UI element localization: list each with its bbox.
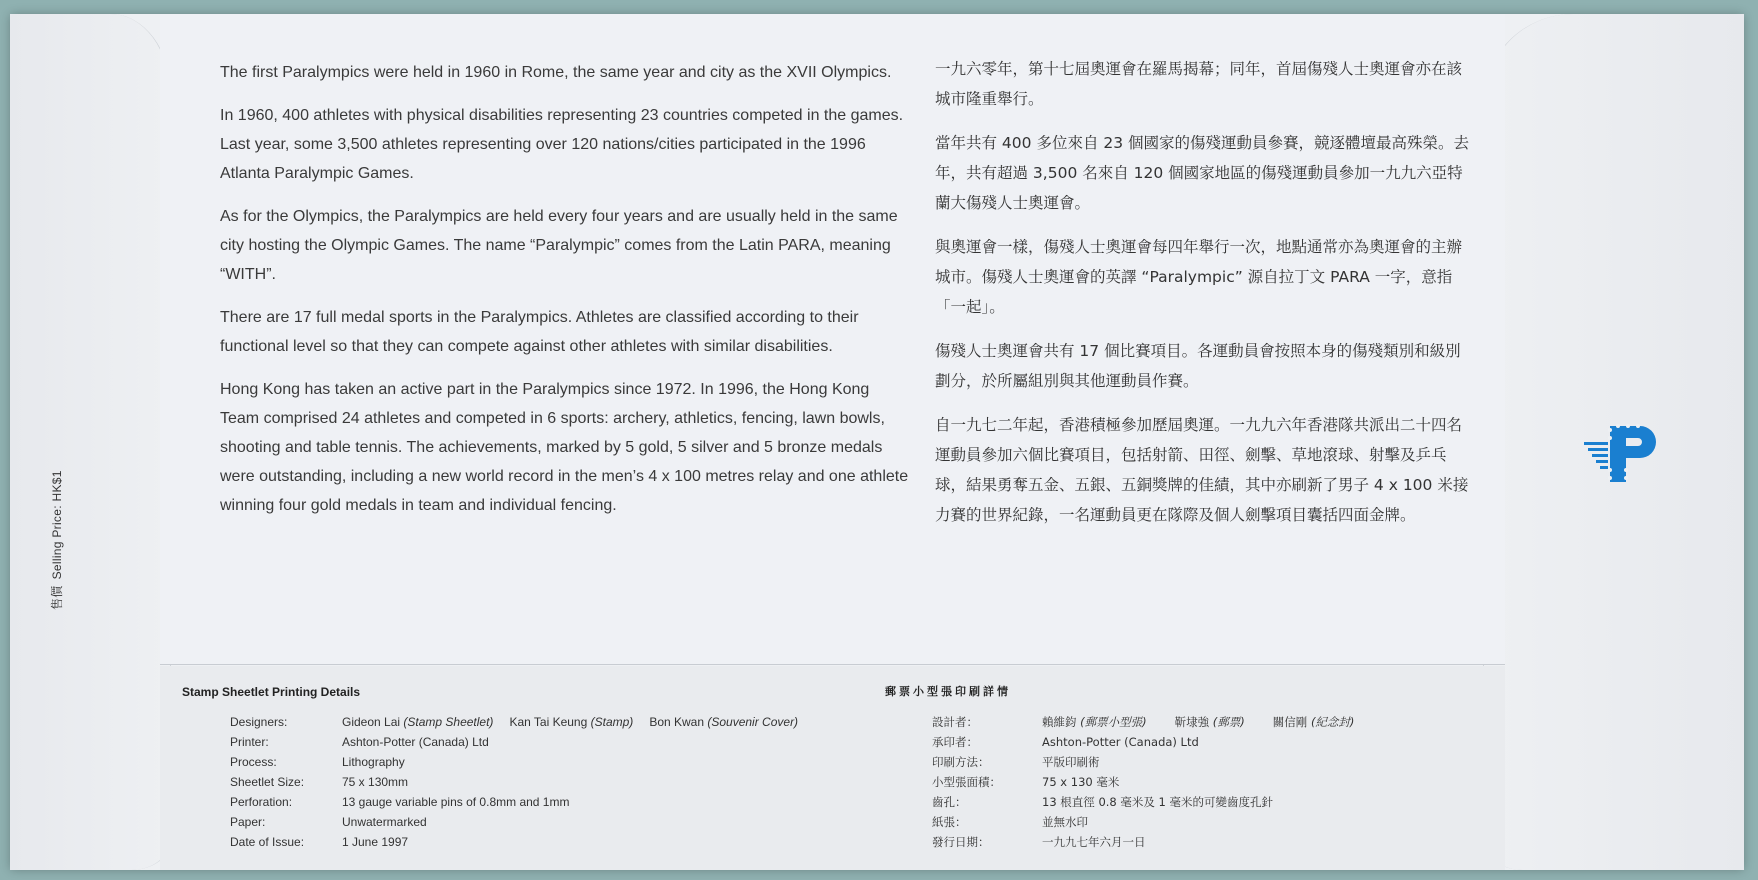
details-label: 紙張： bbox=[932, 815, 967, 829]
english-paragraph: In 1960, 400 athletes with physical disabilities representing 23 countries competed in the games. Last year, some 3,500 athletes representing over 120 nations/cities participated in the 1996 Atlanta Paralympic Games. bbox=[220, 107, 904, 182]
printing-details-zh bbox=[932, 712, 1354, 852]
details-label: Printer: bbox=[230, 735, 269, 749]
details-value: Ashton-Potter (Canada) Ltd bbox=[342, 735, 489, 749]
details-value: 一九九七年六月一日 bbox=[1042, 835, 1146, 849]
details-row bbox=[230, 832, 798, 852]
chinese-paragraph: 自一九七二年起，香港積極參加歷屆奧運。一九九六年香港隊共派出二十四名運動員參加六個比賽項目，包括射箭、田徑、劍擊、草地滾球、射擊及乒乓球，結果勇奪五金、五銀、五銅獎牌的佳績，其中亦刷新了男子 4 x 100 米接力賽的世界紀錄，一名運動員更在隊際及個人劍擊項目囊括四面金牌。 bbox=[935, 416, 1469, 524]
details-value: Lithography bbox=[342, 755, 405, 769]
left-flap bbox=[10, 14, 171, 870]
details-label: 齒孔： bbox=[932, 795, 967, 809]
designer-name: Bon Kwan bbox=[649, 715, 705, 729]
english-paragraph: There are 17 full medal sports in the Paralympics. Athletes are classified according to their functional level so that they can compete against other athletes with similar disabilities. bbox=[220, 309, 859, 355]
details-label: Perforation: bbox=[230, 795, 293, 809]
chinese-paragraph: 當年共有 400 多位來自 23 個國家的傷殘運動員參賽，競逐體壇最高殊榮。去年，共有超過 3,500 名來自 120 個國家地區的傷殘運動員參加一九九六亞特蘭大傷殘人士奧運會。 bbox=[935, 134, 1470, 212]
designer-role: (郵票小型張) bbox=[1080, 715, 1147, 729]
details-value bbox=[1042, 712, 1354, 732]
details-row bbox=[932, 752, 1354, 772]
details-row bbox=[932, 812, 1354, 832]
details-label: Paper: bbox=[230, 815, 266, 829]
details-row bbox=[932, 772, 1354, 792]
details-value: 平版印刷術 bbox=[1042, 755, 1100, 769]
details-label: 印刷方法： bbox=[932, 755, 990, 769]
english-column bbox=[220, 58, 910, 534]
details-label: Process: bbox=[230, 755, 277, 769]
details-label: 小型張面積： bbox=[932, 775, 1001, 789]
details-label: 承印者： bbox=[932, 735, 978, 749]
details-value: 13 根直徑 0.8 毫米及 1 毫米的可變齒度孔針 bbox=[1042, 795, 1274, 809]
details-row bbox=[230, 812, 798, 832]
details-value: Unwatermarked bbox=[342, 815, 427, 829]
details-label: 發行日期： bbox=[932, 835, 990, 849]
details-value: 75 x 130mm bbox=[342, 775, 409, 789]
details-label: 設計者： bbox=[932, 715, 978, 729]
details-label: Designers: bbox=[230, 715, 288, 729]
selling-price-label bbox=[48, 390, 68, 610]
designer-name: Gideon Lai bbox=[342, 715, 401, 729]
hongkong-post-logo-icon bbox=[1580, 420, 1658, 488]
details-value: 75 x 130 毫米 bbox=[1042, 775, 1120, 789]
selling-price-en: Selling Price: HK$1 bbox=[50, 470, 64, 580]
details-label: Date of Issue: bbox=[230, 835, 305, 849]
chinese-paragraph: 一九六零年，第十七屆奧運會在羅馬揭幕；同年，首屆傷殘人士奧運會亦在該城市隆重舉行。 bbox=[935, 60, 1463, 108]
designer-role: (Souvenir Cover) bbox=[707, 715, 799, 729]
details-value: Ashton-Potter (Canada) Ltd bbox=[1042, 735, 1199, 749]
details-value: 並無水印 bbox=[1042, 815, 1088, 829]
details-row bbox=[230, 772, 798, 792]
designer-name: Kan Tai Keung bbox=[509, 715, 588, 729]
details-row bbox=[230, 752, 798, 772]
designer-role: (Stamp) bbox=[590, 715, 634, 729]
english-paragraph: Hong Kong has taken an active part in the Paralympics since 1972. In 1996, the Hong Kong Team comprised 24 athletes and competed in 6 sports: archery, athletics, fencing, lawn bowls, shooting and table tennis. The achievements, marked by 5 gold, 5 silver and 5 bronze medals were outstanding, including a new world record in the men’s 4 x 100 metres relay and one athlete winning four gold medals in team and individual fencing. bbox=[220, 381, 909, 514]
english-paragraph: As for the Olympics, the Paralympics are held every four years and are usually held in the same city hosting the Olympic Games. The name “Paralympic” comes from the Latin PARA, meaning “WITH”. bbox=[220, 208, 898, 283]
details-row bbox=[230, 732, 798, 752]
chinese-paragraph: 傷殘人士奧運會共有 17 個比賽項目。各運動員會按照本身的傷殘類別和級別劃分，於所屬組別與其他運動員作賽。 bbox=[935, 342, 1461, 390]
designer-role: (郵票) bbox=[1212, 715, 1245, 729]
details-value bbox=[342, 712, 798, 732]
chinese-paragraph: 與奧運會一樣，傷殘人士奧運會每四年舉行一次，地點通常亦為奧運會的主辦城市。傷殘人士奧運會的英譯 “Paralympic” 源自拉丁文 PARA 一字，意指「一起」。 bbox=[935, 238, 1463, 316]
designer-name: 賴維鈞 bbox=[1042, 715, 1077, 729]
details-row bbox=[932, 832, 1354, 852]
english-paragraph: The first Paralympics were held in 1960 in Rome, the same year and city as the XVII Olympics. bbox=[220, 64, 892, 81]
details-label: Sheetlet Size: bbox=[230, 775, 305, 789]
designer-role: (Stamp Sheetlet) bbox=[403, 715, 494, 729]
details-value: 1 June 1997 bbox=[342, 835, 409, 849]
designer-name: 靳埭強 bbox=[1174, 715, 1210, 729]
details-row bbox=[932, 732, 1354, 752]
designer-role: (紀念封) bbox=[1310, 715, 1355, 729]
details-row bbox=[932, 792, 1354, 812]
details-value: 13 gauge variable pins of 0.8mm and 1mm bbox=[342, 795, 570, 809]
details-row-designers bbox=[230, 712, 798, 732]
printing-details-en bbox=[230, 712, 798, 852]
selling-price-zh: 售價 bbox=[50, 585, 64, 610]
details-row bbox=[230, 792, 798, 812]
printing-details-title-zh: 郵票小型張印刷詳情 bbox=[885, 685, 1011, 698]
details-row-designers bbox=[932, 712, 1354, 732]
designer-name: 關信剛 bbox=[1272, 715, 1308, 729]
printing-details-title-en: Stamp Sheetlet Printing Details bbox=[182, 685, 361, 699]
chinese-column bbox=[935, 54, 1475, 544]
